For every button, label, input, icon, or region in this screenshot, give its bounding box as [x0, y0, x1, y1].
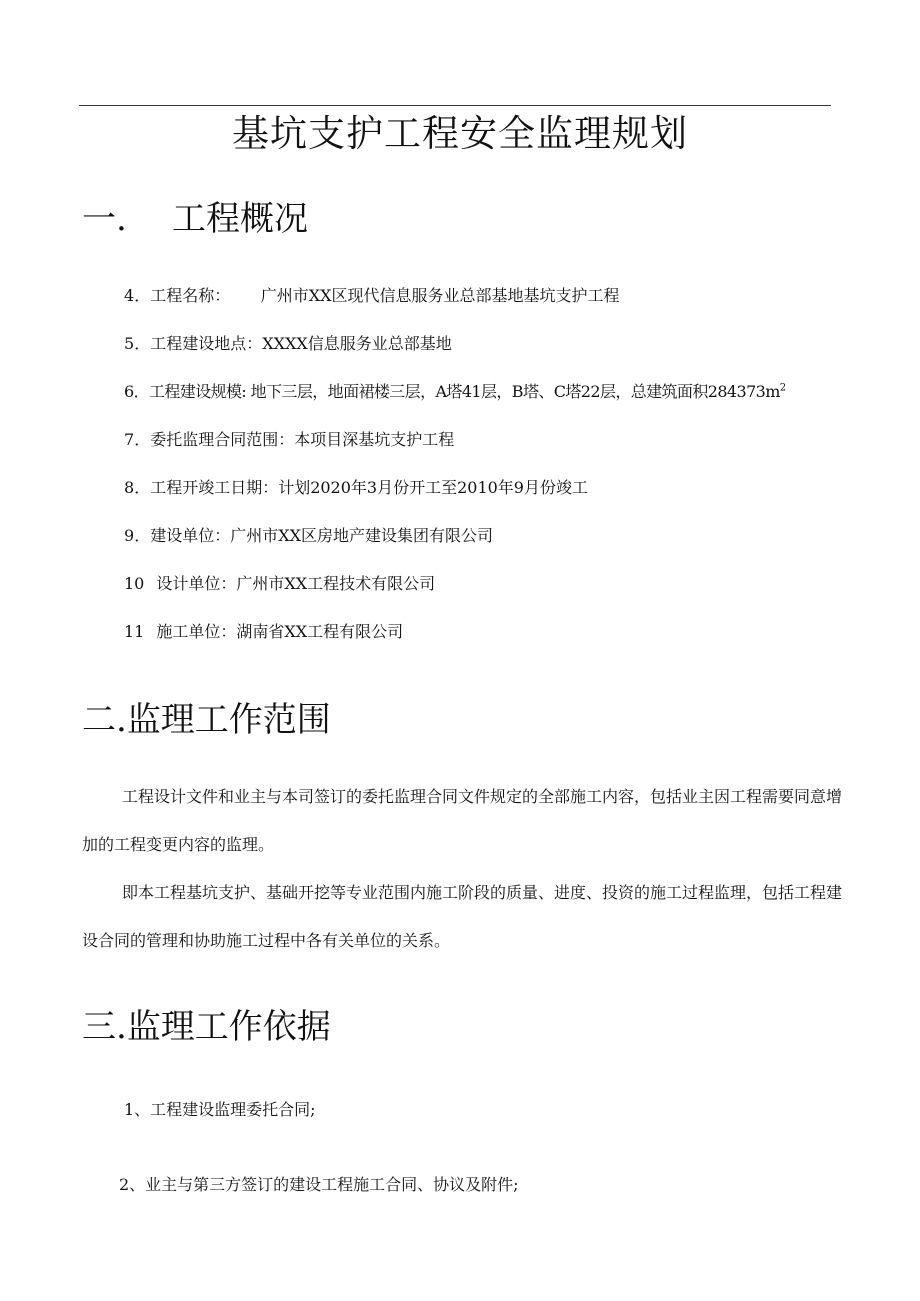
item-number: 7: [124, 430, 135, 449]
item-number: 4: [124, 286, 135, 305]
info-item-contractor: [124, 621, 403, 643]
section-2-number: 二.: [82, 700, 127, 740]
section-2-title: 监理工作范围: [126, 700, 331, 740]
section-1-heading: [82, 199, 308, 239]
item-text: ．工程开竣工日期：计划2020年3月份开工至2010年9月份竣工: [134, 478, 588, 497]
info-item-designer: [124, 573, 435, 595]
scope-paragraph-2: 即本工程基坑支护、基础开挖等专业范围内施工阶段的质量、进度、投资的施工过程监理，包括工程建设合同的管理和协助施工过程中各有关单位的关系。: [82, 883, 843, 950]
item-text: 施工单位：湖南省XX工程有限公司: [156, 622, 404, 641]
info-item-contract-scope: [124, 429, 454, 451]
item-number: 5: [124, 334, 135, 353]
scope-paragraph-1: 工程设计文件和业主与本司签订的委托监理合同文件规定的全部施工内容，包括业主因工程需要同意增加的工程变更内容的监理。: [82, 787, 843, 854]
item-text: ．建设单位：广州市XX区房地产建设集团有限公司: [134, 526, 493, 545]
info-item-scale: [124, 381, 786, 403]
item-number: 9: [124, 526, 135, 545]
item-text: ．委托监理合同范围：本项目深基坑支护工程: [134, 430, 455, 449]
section-3-number: 三.: [82, 1007, 127, 1047]
item-text: ．工程建设地点：XXXX信息服务业总部基地: [134, 334, 452, 353]
basis-item-1: 1、工程建设监理委托合同;: [124, 1100, 316, 1119]
info-item-location: [124, 333, 452, 355]
section-2-heading: [82, 700, 331, 740]
basis-item-2: 2、业主与第三方签订的建设工程施工合同、协议及附件;: [119, 1175, 519, 1194]
info-item-owner: [124, 525, 493, 547]
section-1-title: 工程概况: [172, 199, 308, 239]
header-rule: [79, 105, 831, 106]
item-text: 设计单位：广州市XX工程技术有限公司: [156, 574, 436, 593]
section-1-number: 一.: [82, 199, 127, 239]
item-number: 6: [124, 382, 134, 401]
document-title: 基坑支护工程安全监理规划: [232, 112, 688, 155]
item-number: 11: [124, 622, 145, 641]
item-text: ．工程名称： 广州市XX区现代信息服务业总部基地基坑支护工程: [134, 286, 620, 305]
item-text: ．工程建设规模: 地下三层，地面裙楼三层，A塔41层，B塔、C塔22层，总建筑面积284373m: [133, 382, 780, 401]
info-item-project-name: [124, 285, 620, 307]
area-superscript: 2: [779, 382, 786, 394]
item-number: 10: [124, 574, 145, 593]
section-3-title: 监理工作依据: [126, 1007, 331, 1047]
item-number: 8: [124, 478, 135, 497]
section-3-heading: [82, 1007, 331, 1047]
info-item-schedule: [124, 477, 588, 499]
